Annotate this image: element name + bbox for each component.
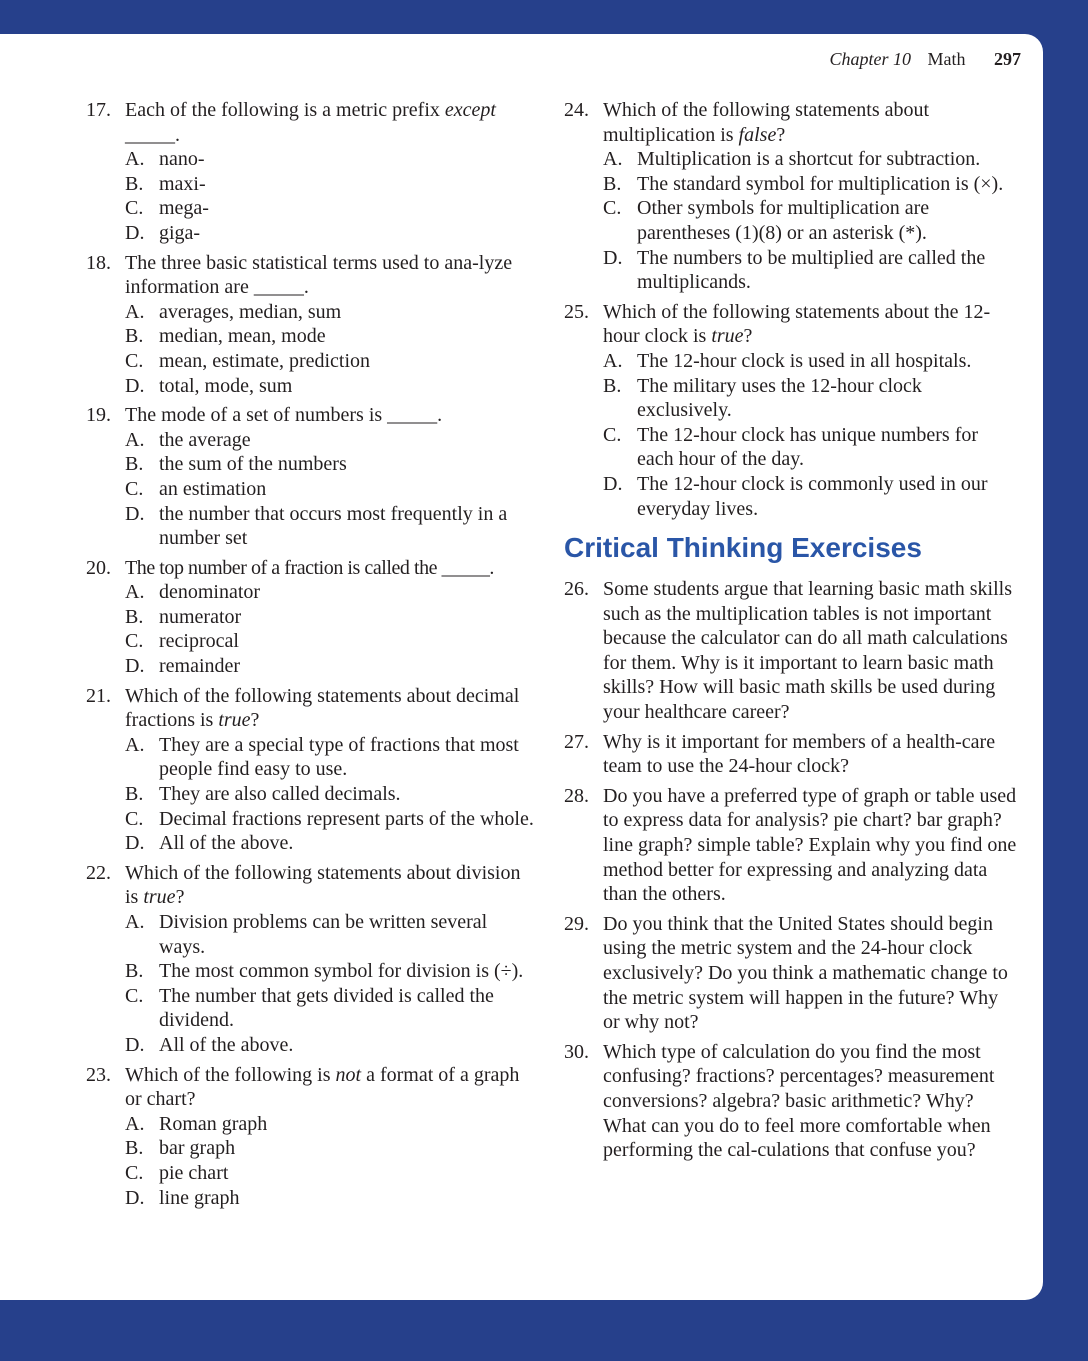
critical-thinking-item: [564, 784, 1018, 907]
answer-option[interactable]: [125, 1136, 538, 1161]
option-text: The 12-hour clock has unique numbers for each hour of the day.: [637, 423, 979, 471]
question-number: 29.: [564, 912, 589, 935]
answer-options: [125, 733, 538, 856]
question-item: [86, 98, 538, 246]
option-text: pie chart: [159, 1161, 229, 1184]
question-stem: [125, 556, 538, 581]
option-text: The number that gets divided is called the dividend.: [159, 984, 494, 1032]
answer-options: [125, 1112, 538, 1210]
answer-options: [125, 300, 538, 398]
textbook-page: [0, 34, 1043, 1300]
option-text: reciprocal: [159, 630, 239, 653]
answer-option[interactable]: [603, 147, 1018, 172]
question-number: 24.: [564, 99, 589, 121]
option-letter: C.: [125, 349, 144, 372]
question-number: 23.: [86, 1063, 111, 1086]
question-number: 18.: [86, 251, 111, 274]
answer-option[interactable]: [125, 831, 538, 856]
option-letter: A.: [125, 733, 145, 756]
option-letter: D.: [125, 655, 145, 678]
stem-emphasis: true: [711, 325, 744, 348]
option-letter: B.: [125, 453, 144, 476]
answer-option[interactable]: [125, 782, 538, 807]
answer-option[interactable]: [125, 580, 538, 605]
option-letter: B.: [125, 172, 144, 195]
question-number: 30.: [564, 1040, 589, 1063]
answer-option[interactable]: [603, 246, 1018, 295]
option-letter: D.: [603, 472, 623, 495]
option-letter: D.: [125, 374, 145, 397]
question-number: 21.: [86, 684, 111, 707]
answer-option[interactable]: [125, 654, 538, 679]
option-letter: A.: [125, 911, 145, 933]
page-number: 297: [994, 49, 1021, 69]
option-letter: A.: [125, 428, 145, 451]
answer-option[interactable]: [125, 172, 538, 197]
answer-option[interactable]: [125, 605, 538, 630]
option-text: mega-: [159, 197, 209, 220]
answer-option[interactable]: [125, 910, 538, 959]
stem-emphasis: false: [738, 123, 777, 146]
option-text: averages, median, sum: [159, 300, 342, 323]
option-text: The standard symbol for multiplication is (×).: [637, 172, 1004, 195]
critical-thinking-item: [564, 1040, 1018, 1163]
stem-text: Which of the following statements about decimal fractions is: [125, 684, 520, 732]
option-text: All of the above.: [159, 1033, 294, 1056]
question-number: 27.: [564, 730, 589, 753]
stem-text: Which of the following is: [125, 1063, 336, 1086]
option-letter: C.: [125, 807, 144, 830]
option-letter: A.: [125, 148, 145, 171]
answer-option[interactable]: [603, 172, 1018, 197]
stem-text-end: ?: [776, 123, 786, 146]
question-item: [564, 98, 1018, 295]
answer-option[interactable]: [125, 629, 538, 654]
question-text: Do you have a preferred type of graph or table used to express data for analysis? pie chart? bar graph? line graph? simple table? Explain why you find one method better for expressing and analyzing data than the others.: [603, 784, 1017, 906]
answer-option[interactable]: [125, 324, 538, 349]
option-text: median, mean, mode: [159, 325, 326, 348]
question-text: Some students argue that learning basic math skills such as the multiplication tables is not important because the calculator can do all math calculations for them. Why is it important to learn basic math skills? How will basic math skills be used during your healthcare career?: [603, 578, 1013, 724]
stem-text: Which of the following statements about the 12-hour clock is: [603, 300, 991, 348]
option-text: The military uses the 12-hour clock exclusively.: [637, 374, 922, 422]
option-letter: C.: [125, 1161, 144, 1184]
option-letter: C.: [125, 984, 144, 1007]
option-text: line graph: [159, 1186, 240, 1209]
option-text: numerator: [159, 605, 242, 628]
option-text: The numbers to be multiplied are called the multiplicands.: [637, 246, 986, 294]
answer-option[interactable]: [125, 984, 538, 1033]
option-text: The 12-hour clock is used in all hospitals.: [637, 349, 972, 372]
answer-options: [603, 147, 1018, 295]
chapter-label: Chapter 10: [829, 49, 911, 69]
option-text: bar graph: [159, 1137, 236, 1160]
answer-option[interactable]: [603, 472, 1018, 521]
option-letter: C.: [125, 197, 144, 220]
option-text: All of the above.: [159, 832, 294, 855]
option-letter: A.: [603, 148, 623, 171]
option-text: Multiplication is a shortcut for subtraction.: [637, 148, 981, 171]
critical-thinking-item: [564, 577, 1018, 725]
subject-label: Math: [927, 49, 966, 69]
critical-thinking-item: [564, 912, 1018, 1035]
option-letter: B.: [603, 172, 622, 195]
answer-option[interactable]: [603, 423, 1018, 472]
answer-options: [125, 580, 538, 678]
question-stem: [125, 1063, 538, 1112]
question-item: [86, 684, 538, 856]
option-letter: C.: [603, 197, 622, 220]
stem-text-end: ?: [175, 886, 185, 909]
stem-emphasis: true: [143, 886, 176, 909]
option-letter: B.: [125, 960, 144, 983]
option-letter: C.: [603, 423, 622, 446]
stem-text-end: _____.: [125, 123, 180, 146]
answer-option[interactable]: [125, 1033, 538, 1058]
option-letter: A.: [603, 349, 623, 372]
question-stem: [603, 98, 1018, 147]
option-text: They are a special type of fractions that most people find easy to use.: [159, 733, 519, 781]
answer-option[interactable]: [125, 221, 538, 246]
option-letter: D.: [125, 502, 145, 525]
question-item: [564, 300, 1018, 521]
question-stem: [125, 98, 538, 147]
option-text: Roman graph: [159, 1112, 268, 1135]
answer-option[interactable]: [125, 959, 538, 984]
question-number: 17.: [86, 99, 111, 121]
option-text: the sum of the numbers: [159, 453, 347, 476]
option-letter: C.: [125, 630, 144, 653]
stem-text: Each of the following is a metric prefix: [125, 99, 445, 121]
option-text: denominator: [159, 581, 261, 604]
option-letter: B.: [125, 325, 144, 348]
option-text: Other symbols for multiplication are parentheses (1)(8) or an asterisk (*).: [637, 197, 930, 244]
option-letter: D.: [125, 221, 145, 244]
option-text: nano-: [159, 148, 205, 171]
question-text: Why is it important for members of a health-care team to use the 24-hour clock?: [603, 730, 996, 778]
option-letter: B.: [125, 1137, 144, 1160]
stem-text: Which of the following statements about division is: [125, 861, 521, 909]
option-letter: C.: [125, 477, 144, 500]
stem-emphasis: not: [335, 1063, 362, 1086]
question-item: [86, 556, 538, 679]
answer-option[interactable]: [125, 1161, 538, 1186]
critical-thinking-heading: Critical Thinking Exercises: [564, 532, 922, 564]
stem-text-end: a format of a graph or chart?: [125, 1063, 520, 1111]
question-stem: [603, 300, 1018, 349]
option-text: Decimal fractions represent parts of the whole.: [159, 807, 534, 830]
answer-options: [125, 910, 538, 1058]
answer-options: [125, 147, 538, 245]
answer-options: [603, 349, 1018, 521]
answer-option[interactable]: [603, 196, 1018, 245]
question-number: 19.: [86, 404, 111, 427]
stem-text-end: ?: [250, 709, 260, 732]
answer-option[interactable]: [125, 349, 538, 374]
answer-option[interactable]: [603, 374, 1018, 423]
option-text: giga-: [159, 221, 201, 244]
answer-option[interactable]: [125, 374, 538, 399]
question-number: 25.: [564, 300, 589, 323]
answer-option[interactable]: [125, 1186, 538, 1211]
option-text: The 12-hour clock is commonly used in our everyday lives.: [637, 472, 988, 520]
question-item: [86, 403, 538, 551]
critical-thinking-item: [564, 730, 1018, 779]
question-item: [86, 1063, 538, 1211]
answer-option[interactable]: [125, 452, 538, 477]
option-letter: B.: [125, 605, 144, 628]
option-text: the average: [159, 428, 251, 451]
running-head: [829, 49, 1021, 70]
question-number: 26.: [564, 578, 589, 601]
question-item: [86, 861, 538, 1058]
option-letter: A.: [125, 1112, 145, 1135]
option-text: Division problems can be written several ways.: [159, 911, 488, 958]
question-number: 22.: [86, 861, 111, 884]
question-stem: [125, 403, 538, 428]
option-text: an estimation: [159, 477, 267, 500]
stem-emphasis: true: [218, 709, 251, 732]
option-text: The most common symbol for division is (÷).: [159, 960, 524, 983]
option-letter: A.: [125, 581, 145, 604]
question-stem: [125, 251, 538, 300]
question-item: [86, 251, 538, 399]
question-text: Do you think that the United States should begin using the metric system and the 24-hour clock exclusively? Do you think a mathematic change to the metric system will happen in the future? Why or why not?: [603, 912, 1008, 1034]
stem-emphasis: except: [444, 99, 496, 121]
answer-option[interactable]: [125, 196, 538, 221]
answer-option[interactable]: [125, 1112, 538, 1137]
option-letter: D.: [125, 832, 145, 855]
answer-option[interactable]: [125, 477, 538, 502]
answer-option[interactable]: [125, 300, 538, 325]
question-number: 20.: [86, 556, 111, 579]
answer-option[interactable]: [125, 807, 538, 832]
question-number: 28.: [564, 784, 589, 807]
answer-options: [125, 428, 538, 551]
option-text: maxi-: [159, 172, 206, 195]
answer-option[interactable]: [125, 147, 538, 172]
option-text: They are also called decimals.: [159, 783, 401, 806]
answer-option[interactable]: [125, 428, 538, 453]
answer-option[interactable]: [603, 349, 1018, 374]
answer-option[interactable]: [125, 733, 538, 782]
left-column: [86, 98, 538, 1215]
answer-option[interactable]: [125, 502, 538, 551]
stem-text: The mode of a set of numbers is _____.: [125, 404, 443, 427]
option-text: mean, estimate, prediction: [159, 349, 371, 372]
stem-text: The top number of a fraction is called the _____.: [125, 556, 494, 579]
question-text: Which type of calculation do you find the most confusing? fractions? percentages? measurement conversions? algebra? basic arithmetic? Why? What can you do to feel more comfortable when performing the cal-culations that confuse you?: [603, 1040, 995, 1162]
stem-text: The three basic statistical terms used to ana-lyze information are _____.: [125, 251, 513, 299]
option-letter: D.: [125, 1033, 145, 1056]
option-text: total, mode, sum: [159, 374, 293, 397]
option-letter: A.: [125, 300, 145, 323]
critical-thinking-list: [564, 577, 1018, 1163]
question-stem: [125, 861, 538, 910]
question-stem: [125, 684, 538, 733]
option-letter: B.: [125, 783, 144, 806]
option-letter: D.: [603, 246, 623, 269]
option-text: remainder: [159, 655, 241, 678]
option-letter: D.: [125, 1186, 145, 1209]
option-text: the number that occurs most frequently in a number set: [159, 502, 508, 550]
right-column: [564, 98, 1018, 1168]
option-letter: B.: [603, 374, 622, 397]
stem-text: Which of the following statements about multiplication is: [603, 99, 930, 146]
stem-text-end: ?: [743, 325, 753, 348]
